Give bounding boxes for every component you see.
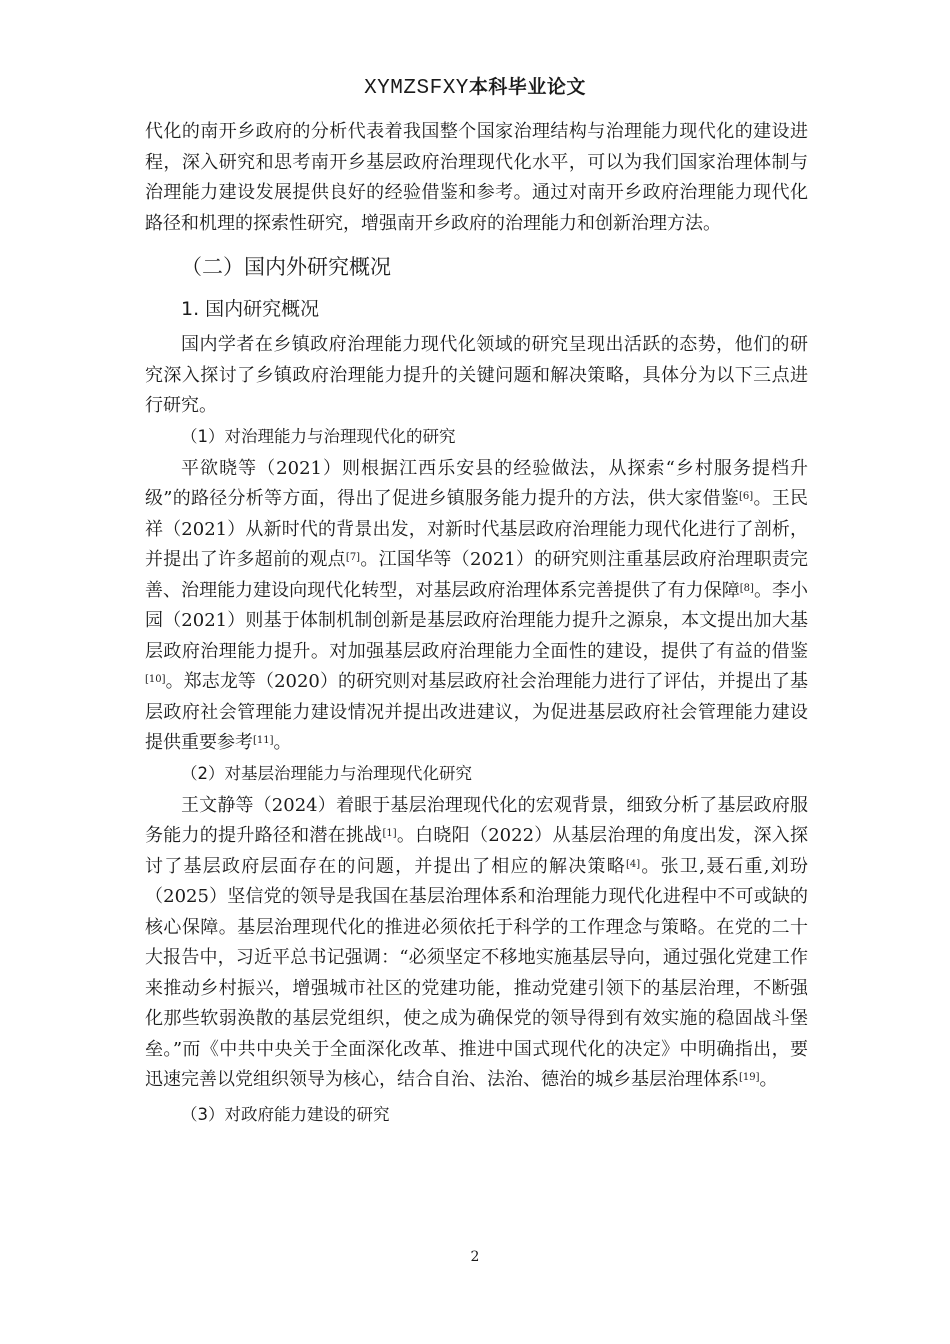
intro-paragraph: 代化的南开乡政府的分析代表着我国整个国家治理结构与治理能力现代化的建设进程，深入研究和思考南开乡基层政府治理现代化水平，可以为我们国家治理体制与治理能力建设发展提供良好的经验借鉴和参考。通过对南开乡政府治理能力现代化路径和机理的探索性研究，增强南开乡政府的治理能力和创新治理方法。 xyxy=(145,121,808,234)
topic2-heading: （2）对基层治理能力与治理现代化研究 xyxy=(181,763,472,783)
topic1-text-3: 。江国华等（2021）的研究则注重基层政府治理职责完善、治理能力建设向现代化转型，对基层政府治理体系完善提供了有力保障 xyxy=(145,549,808,601)
topic2-text-2: 。白晓阳（2022）从基层治理的角度出发，深入探讨了基层政府层面存在的问题，并提出了相应的解决策略 xyxy=(145,825,809,877)
topic2-text-4: 。 xyxy=(759,1069,778,1090)
topic1-heading: （1）对治理能力与治理现代化的研究 xyxy=(181,426,456,446)
topic2-text-1: 王文静等（2024）着眼于基层治理现代化的宏观背景，细致分析了基层政府服务能力的提升路径和潜在挑战 xyxy=(145,794,808,846)
topic1-text-5: 。郑志龙等（2020）的研究则对基层政府社会治理能力进行了评估，并提出了基层政府社会管理能力建设情况并提出改进建议，为促进基层政府社会管理能力建设提供重要参考 xyxy=(145,671,808,753)
citation-ref: [7] xyxy=(345,552,361,563)
topic1-text-1: 平欲晓等（2021）则根据江西乐安县的经验做法，从探索“乡村服务提档升级”的路径分析等方面，得出了促进乡镇服务能力提升的方法，供大家借鉴 xyxy=(145,457,808,509)
subsection-heading: 1. 国内研究概况 xyxy=(181,298,320,320)
citation-ref: [8] xyxy=(739,582,754,594)
citation-ref: [1] xyxy=(382,828,397,839)
page-number: 2 xyxy=(470,1249,480,1265)
subsection-intro-paragraph: 国内学者在乡镇政府治理能力现代化领域的研究呈现出活跃的态势，他们的研究深入探讨了乡镇政府治理能力提升的关键问题和解决策略，具体分为以下三点进行研究。 xyxy=(145,334,808,416)
page-header xyxy=(0,72,950,100)
header-code: XYMZSFXY xyxy=(364,77,469,100)
citation-ref: [19] xyxy=(739,1072,760,1083)
citation-ref: [10] xyxy=(145,674,166,685)
topic2-paragraph xyxy=(145,791,808,1096)
topic1-text-6: 。 xyxy=(273,732,292,753)
topic1-paragraph xyxy=(145,454,808,759)
section-heading: （二）国内外研究概况 xyxy=(181,255,391,279)
citation-ref: [4] xyxy=(625,858,641,870)
topic2-text-3: 。张卫,聂石重,刘玢（2025）坚信党的领导是我国在基层治理体系和治理能力现代化进程中不可或缺的核心保障。基层治理现代化的推进必须依托于科学的工作理念与策略。在党的二十大报告中，习近平总书记强调：“必须坚定不移地实施基层导向，通过强化党建工作来推动乡村振兴，增强城市社区的党建功能，推动党建引领下的基层治理，不断强化那些软弱涣散的基层党组织，使之成为确保党的领导得到有效实施的稳固战斗堡垒。”而《中共中央关于全面深化改革、推进中国式现代化的决定》中明确指出，要迅速完善以党组织领导为核心，结合自治、法治、德治的城乡基层治理体系 xyxy=(145,855,808,1090)
main-content xyxy=(145,117,808,1132)
header-title: 本科毕业论文 xyxy=(468,76,586,98)
topic1-text-4: 。李小园（2021）则基于体制机制创新是基层政府治理能力提升之源泉，本文提出加大基层政府治理能力提升。对加强基层政府治理能力全面性的建设，提供了有益的借鉴 xyxy=(145,579,809,662)
citation-ref: [6] xyxy=(739,491,754,502)
citation-ref: [11] xyxy=(253,735,274,746)
topic1-text-2: 。王民祥（2021）从新时代的背景出发，对新时代基层政府治理能力现代化进行了剖析，并提出了许多超前的观点 xyxy=(145,488,809,570)
topic3-heading: （3）对政府能力建设的研究 xyxy=(181,1104,390,1124)
